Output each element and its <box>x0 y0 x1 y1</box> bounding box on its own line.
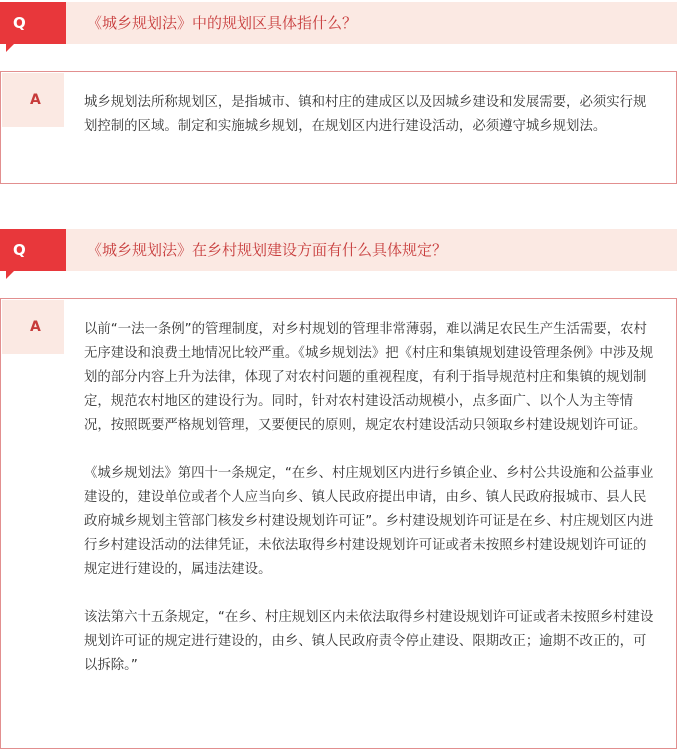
a-badge <box>2 300 64 354</box>
q-badge-tail <box>6 44 14 52</box>
a-badge <box>2 73 64 127</box>
answer-paragraph: 城乡规划法所称规划区，是指城市、镇和村庄的建成区以及因城乡建设和发展需要，必须实行规划控制的区域。制定和实施城乡规划，在规划区内进行建设活动，必须遵守城乡规划法。 <box>84 95 647 134</box>
answer-paragraph: 该法第六十五条规定，“在乡、村庄规划区内未依法取得乡村建设规划许可证或者未按照乡村建设规划许可证的规定进行建设的，由乡、镇人民政府责令停止建设、限期改正；逾期不改正的，可以拆除。” <box>84 610 654 673</box>
a-label: A <box>30 319 41 335</box>
question-bar-2 <box>0 229 677 271</box>
q-badge-tail <box>6 271 14 279</box>
answer-text <box>84 91 654 139</box>
q-badge <box>0 229 66 271</box>
answer-box-1 <box>0 71 677 184</box>
answer-box-2 <box>0 298 677 749</box>
question-bar-1 <box>0 2 677 44</box>
question-text: 《城乡规划法》中的规划区具体指什么？ <box>87 14 358 32</box>
q-label: Q <box>13 241 26 259</box>
answer-paragraph: 《城乡规划法》第四十一条规定，“在乡、村庄规划区内进行乡镇企业、乡村公共设施和公益事业建设的，建设单位或者个人应当向乡、镇人民政府提出申请，由乡、镇人民政府报城市、县人民政府城乡规划主管部门核发乡村建设规划许可证”。乡村建设规划许可证是在乡、村庄规划区内进行乡村建设活动的法律凭证，未依法取得乡村建设规划许可证或者未按照乡村建设规划许可证的规定进行建设的，属违法建设。 <box>84 466 654 577</box>
q-badge <box>0 2 66 44</box>
answer-paragraph: 以前“一法一条例”的管理制度，对乡村规划的管理非常薄弱，难以满足农民生产生活需要，农村无序建设和浪费土地情况比较严重。《城乡规划法》把《村庄和集镇规划建设管理条例》中涉及规划的部分内容上升为法律，体现了对农村问题的重视程度，有利于指导规范村庄和集镇的规划制定，规范农村地区的建设行为。同时，针对农村建设活动规模小，点多面广、以个人为主等情况，按照既要严格规划管理，又要便民的原则，规定农村建设活动只领取乡村建设规划许可证。 <box>84 322 654 433</box>
question-text: 《城乡规划法》在乡村规划建设方面有什么具体规定？ <box>87 241 448 259</box>
q-label: Q <box>13 14 26 32</box>
a-label: A <box>30 92 41 108</box>
answer-text <box>84 318 654 678</box>
